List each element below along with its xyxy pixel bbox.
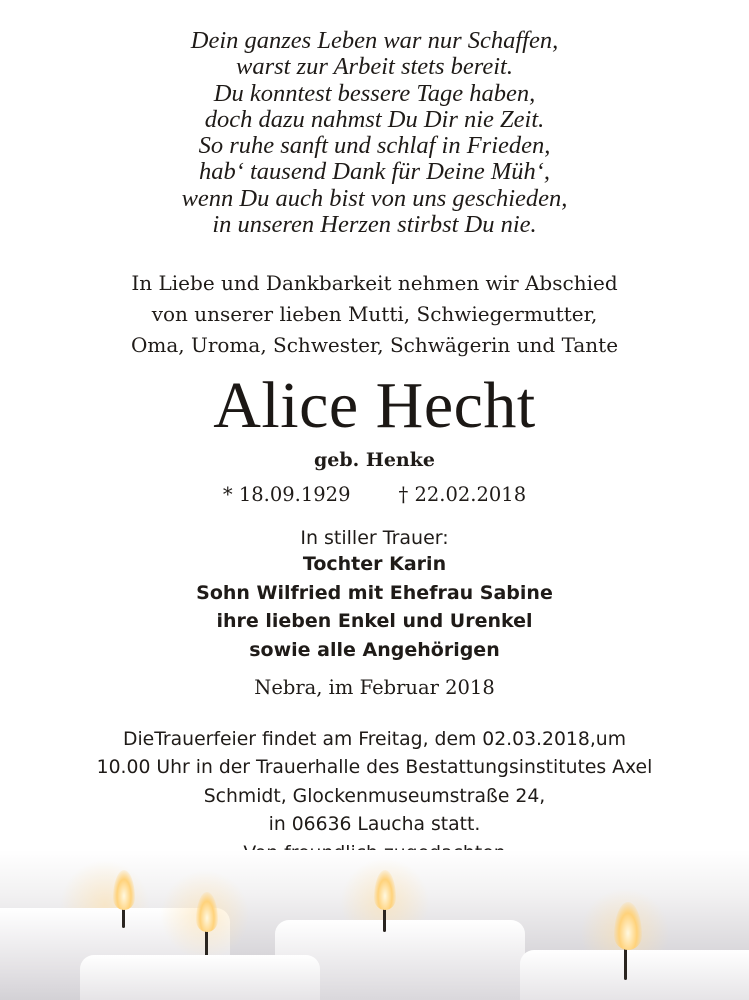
memorial-poem [0, 28, 749, 238]
death-date: † 22.02.2018 [398, 483, 527, 506]
mourner-item: sowie alle Angehörigen [249, 638, 500, 661]
intro-line: In Liebe und Dankbarkeit nehmen wir Abschied [131, 271, 618, 295]
poem-line: Du konntest bessere Tage haben, [213, 79, 536, 107]
mourner-item: Sohn Wilfried mit Ehefrau Sabine [196, 581, 553, 604]
farewell-intro [0, 268, 749, 361]
mourner-item: ihre lieben Enkel und Urenkel [216, 610, 533, 632]
mourner-item: Tochter Karin [302, 553, 447, 575]
deceased-name: Alice Hecht [213, 369, 536, 442]
birth-name: geb. Henke [314, 449, 435, 471]
poem-line: hab‘ tausend Dank für Deine Müh‘, [198, 158, 551, 186]
funeral-line: 10.00 Uhr in der Trauerhalle des Bestattungsinstitutes Axel [96, 757, 653, 779]
candle-wick [624, 946, 627, 980]
mourners-list [0, 550, 749, 664]
funeral-line: in 06636 Laucha statt. [268, 814, 481, 836]
funeral-line: Schmidt, Glockenmuseumstraße 24, [203, 785, 546, 807]
intro-line: von unserer lieben Mutti, Schwiegermutter, [151, 302, 598, 326]
candles-photo-icon [0, 850, 749, 1000]
poem-line: So ruhe sanft und schlaf in Frieden, [198, 132, 551, 160]
candle-body [520, 950, 749, 1000]
intro-line: Oma, Uroma, Schwester, Schwägerin und Tante [130, 333, 619, 357]
birth-date: * 18.09.1929 [222, 483, 351, 506]
life-dates [0, 480, 749, 510]
mourners-label: In stiller Trauer: [300, 527, 449, 549]
poem-line: wenn Du auch bist von uns geschieden, [181, 184, 568, 212]
poem-line: warst zur Arbeit stets bereit. [235, 53, 513, 81]
poem-line: in unseren Herzen stirbst Du nie. [212, 211, 537, 239]
poem-line: doch dazu nahmst Du Dir nie Zeit. [204, 105, 545, 133]
funeral-line: DieTrauerfeier findet am Freitag, dem 02.03.2018,um [122, 729, 626, 750]
candle-body [80, 955, 320, 1000]
place-date: Nebra, im Februar 2018 [254, 676, 495, 699]
poem-line: Dein ganzes Leben war nur Schaffen, [190, 27, 559, 54]
